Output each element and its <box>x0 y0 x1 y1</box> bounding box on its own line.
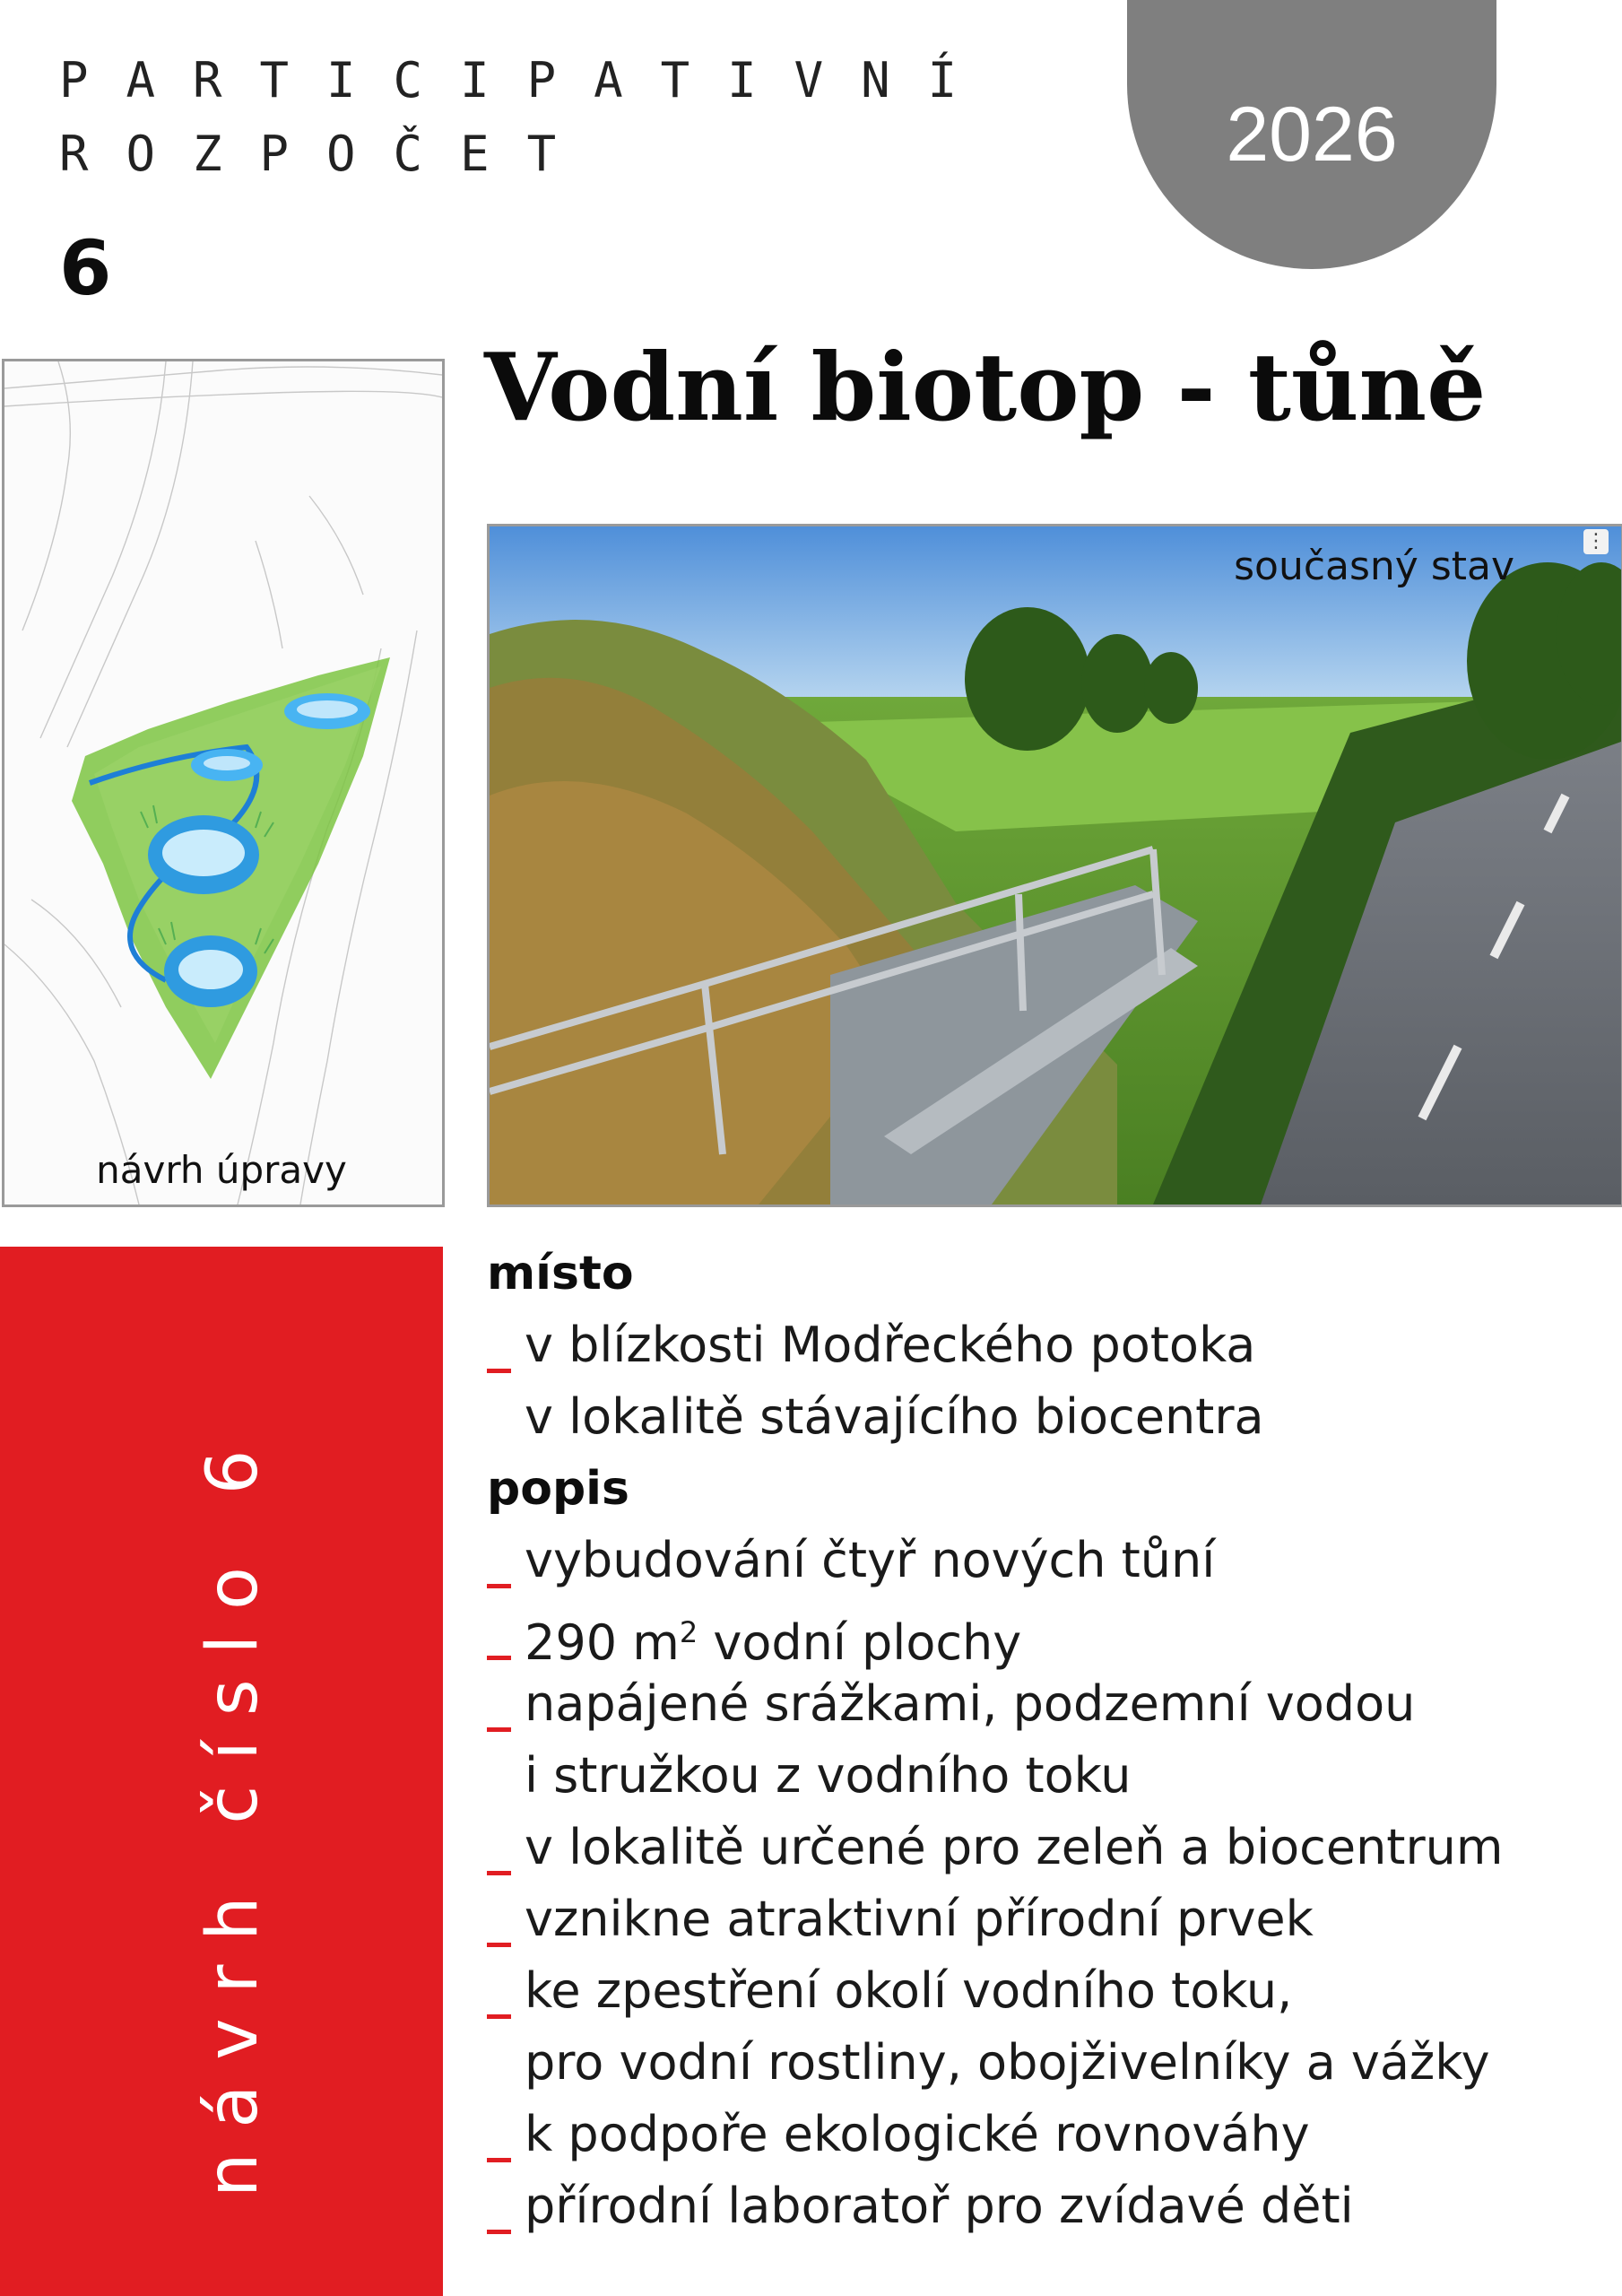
list-item: _ napájené srážkami, podzemní vodou <box>487 1668 1617 1740</box>
list-item: i stružkou z vodního toku <box>525 1747 1132 1804</box>
more-options-icon[interactable]: ⋮ <box>1583 529 1609 554</box>
list-item: _ k podpoře ekologické rovnováhy <box>487 2099 1617 2170</box>
list-item: _ v lokalitě určené pro zeleň a biocentrum <box>487 1812 1617 1883</box>
list-item: _ vybudování čtyř nových tůní <box>487 1525 1617 1596</box>
list-item: _ 290 $m^2$ vodní plochy <box>487 1596 1617 1668</box>
proposal-number: 6 <box>59 224 112 312</box>
bullet-marker: _ <box>487 1819 511 1875</box>
bullet-marker: _ <box>487 1532 511 1588</box>
current-state-photo <box>487 524 1622 1207</box>
list-item: _ ke zpestření okolí vodního toku, <box>487 1955 1617 2027</box>
header-line-1: PARTICIPATIVNÍ <box>59 52 995 109</box>
proposal-details <box>487 1238 1617 2242</box>
bullet-marker: _ <box>487 1962 511 2019</box>
list-item: pro vodní rostliny, obojživelníky a vážky <box>525 2034 1490 2091</box>
section-heading-place: místo <box>487 1247 634 1300</box>
list-item: _ v blízkosti Modřeckého potoka <box>487 1309 1617 1381</box>
bullet-marker: _ <box>487 2106 511 2162</box>
list-item: _ přírodní laboratoř pro zvídavé děti <box>487 2170 1617 2242</box>
section-heading-description: popis <box>487 1462 629 1516</box>
bullet-marker: _ <box>487 1891 511 1947</box>
bullet-marker: _ <box>487 1317 511 1373</box>
bullet-marker: _ <box>487 2178 511 2234</box>
side-label: návrh číslo 6 <box>193 1424 273 2197</box>
year-text: 2026 <box>1226 91 1398 178</box>
bullet-marker: _ <box>487 1604 511 1660</box>
list-item: v lokalitě stávajícího biocentra <box>525 1388 1264 1445</box>
page-title: Vodní biotop - tůně <box>484 332 1487 442</box>
header-line-2: ROZPOČET <box>59 126 594 182</box>
list-item: _ vznikne atraktivní přírodní prvek <box>487 1883 1617 1955</box>
design-sketch-image <box>2 359 445 1207</box>
year-badge <box>1127 0 1496 269</box>
bullet-marker: _ <box>487 1675 511 1732</box>
sketch-caption: návrh úpravy <box>96 1148 347 1192</box>
photo-caption: současný stav <box>1234 544 1514 589</box>
